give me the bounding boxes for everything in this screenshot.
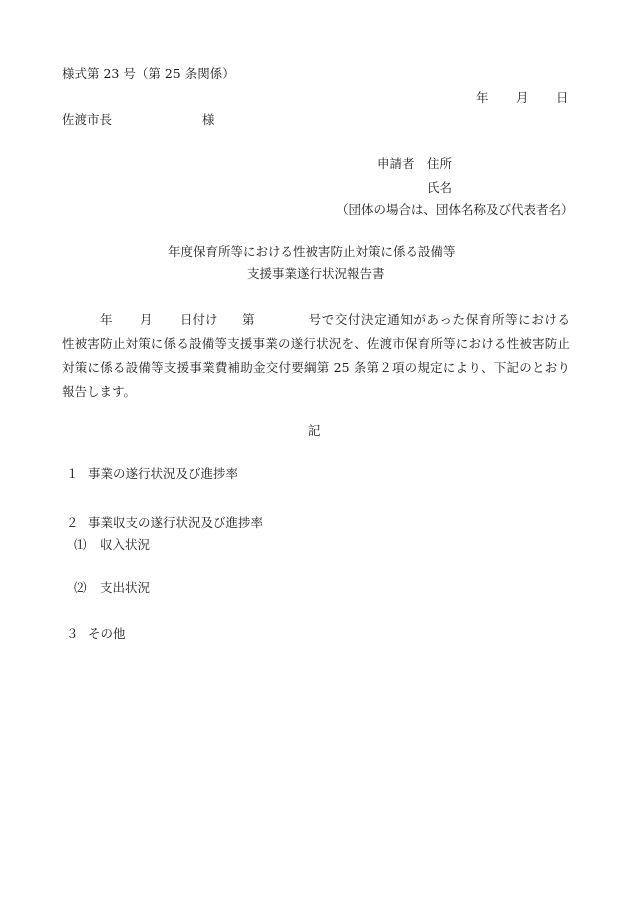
body-number-prefix: 第	[242, 312, 255, 327]
item-1-label: 事業の遂行状況及び進捗率	[88, 466, 239, 481]
date-day-label: 日	[556, 90, 569, 105]
item-2-2-number: ⑵	[74, 580, 87, 595]
applicant-address-label: 住所	[427, 156, 453, 171]
addressee-honorific: 様	[202, 112, 215, 127]
form-number: 様式第 23 号（第 25 条関係）	[62, 66, 235, 81]
item-2-1-label: 収入状況	[100, 537, 151, 552]
applicant-note: （団体の場合は、団体名称及び代表者名）	[336, 202, 574, 217]
body-dated-label: 日付け	[180, 312, 218, 327]
body-month-label: 月	[140, 312, 153, 327]
applicant-label: 申請者	[377, 156, 415, 171]
item-3-number: ３	[66, 626, 79, 641]
date-month-label: 月	[516, 90, 529, 105]
item-2-2-label: 支出状況	[100, 580, 151, 595]
ki-heading: 記	[308, 423, 321, 438]
body-text: 号で交付決定通知があった保育所等における性被害防止対策に係る設備等支援事業の遂行状況を、佐渡市保育所等における性被害防止対策に係る設備等支援事業費補助金交付要綱第 25 条第２項の規定により、下記のとおり報告します。	[62, 312, 570, 399]
document-title-line2: 支援事業遂行状況報告書	[247, 266, 385, 281]
item-2-1-number: ⑴	[74, 537, 87, 552]
body-year-label: 年	[100, 312, 113, 327]
item-2-label: 事業収支の遂行状況及び進捗率	[88, 515, 264, 530]
applicant-name-label: 氏名	[427, 180, 453, 195]
addressee-title: 佐渡市長	[62, 112, 113, 127]
item-2-number: ２	[66, 515, 79, 530]
item-3-label: その他	[88, 626, 126, 641]
document-title-line1: 年度保育所等における性被害防止対策に係る設備等	[168, 244, 456, 259]
item-1-number: １	[66, 466, 79, 481]
date-year-label: 年	[476, 90, 489, 105]
body-paragraph	[62, 308, 570, 404]
